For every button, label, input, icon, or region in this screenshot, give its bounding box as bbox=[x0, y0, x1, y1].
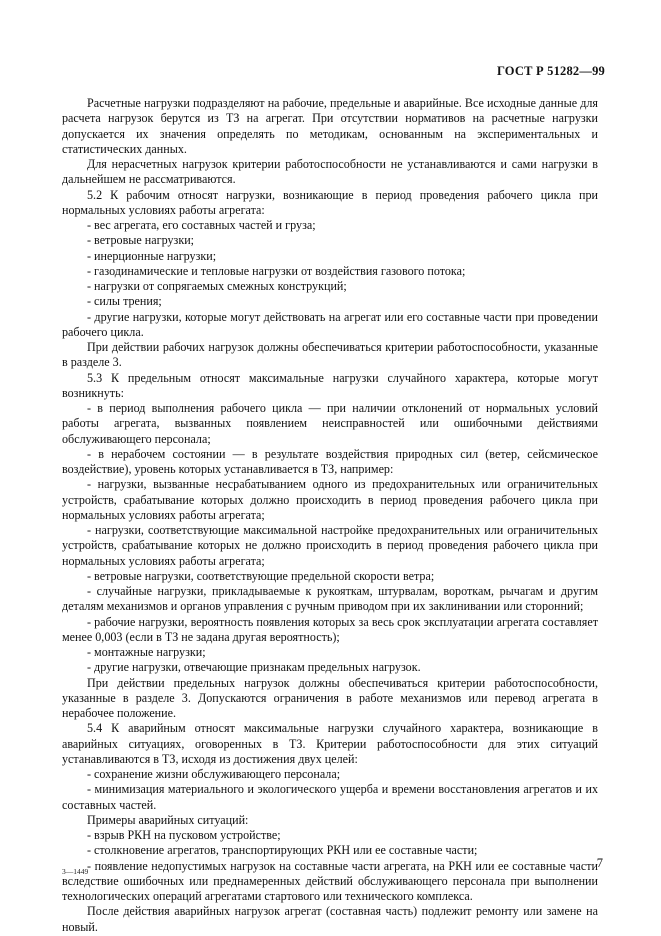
list-item: - нагрузки, соответствующие максимальной настройке предохранительных или ограничительных устройств, срабатывание которых не должно происходить в период проведения рабочего цикла при нормальных условиях работы агрегата; bbox=[62, 523, 598, 568]
list-item: - минимизация материального и экологического ущерба и времени восстановления агрегатов и их составных частей. bbox=[62, 782, 598, 812]
list-item: - монтажные нагрузки; bbox=[87, 645, 206, 659]
document-header: ГОСТ Р 51282—99 bbox=[496, 64, 605, 78]
list-item: - другие нагрузки, которые могут действовать на агрегат или его составные части при проведении рабочего цикла. bbox=[62, 309, 598, 339]
paragraph-section-5-2: 5.2 К рабочим относят нагрузки, возникающие в период проведения рабочего цикла при нормальных условиях работы агрегата: bbox=[62, 187, 598, 217]
list-item: - рабочие нагрузки, вероятность появления которых за весь срок эксплуатации агрегата составляет менее 0,003 (если в ТЗ не задана другая вероятность); bbox=[62, 614, 598, 644]
print-code: 3—1449 bbox=[62, 867, 89, 876]
list-item: - другие нагрузки, отвечающие признакам предельных нагрузок. bbox=[87, 660, 421, 675]
paragraph: Для нерасчетных нагрузок критерии работоспособности не устанавливаются и сами нагрузки в дальнейшем не рассматриваются. bbox=[62, 157, 598, 187]
paragraph: Расчетные нагрузки подразделяют на рабочие, предельные и аварийные. Все исходные данные для расчета нагрузок берутся из ТЗ на агрегат. При отсутствии нормативов на расчетные нагрузки допускается их значения определять по методикам, основанным на экспериментальных и статистических данных. bbox=[62, 96, 598, 156]
list-item: - газодинамические и тепловые нагрузки от воздействия газового потока; bbox=[87, 263, 466, 278]
list-item: - взрыв РКН на пусковом устройстве; bbox=[87, 828, 281, 842]
list-item: - силы трения; bbox=[87, 294, 162, 309]
list-item: - появление недопустимых нагрузок на составные части агрегата, на РКН или ее составные части вследствие ошибочных или преднамеренных действий обслуживающего персонала при выполнении технологических операций агрегатами стартового или технического комплекса. bbox=[62, 858, 598, 903]
list-item: - сохранение жизни обслуживающего персонала; bbox=[87, 767, 341, 781]
page-number: 7 bbox=[596, 856, 603, 870]
list-item: - столкновение агрегатов, транспортирующих РКН или ее составные части; bbox=[87, 843, 478, 858]
document-body bbox=[62, 96, 598, 935]
list-item: - нагрузки от сопрягаемых смежных конструкций; bbox=[87, 279, 347, 293]
list-item: - вес агрегата, его составных частей и груза; bbox=[87, 218, 316, 232]
paragraph: После действия аварийных нагрузок агрегат (составная часть) подлежит ремонту или замене на новый. bbox=[62, 904, 598, 934]
list-item: - инерционные нагрузки; bbox=[87, 248, 217, 263]
list-item: - в период выполнения рабочего цикла — при наличии отклонений от нормальных условий работы агрегата, вызванных появлением неисправностей или ошибочными действиями обслуживающего персонала; bbox=[62, 401, 598, 446]
paragraph-section-5-4: 5.4 К аварийным относят максимальные нагрузки случайного характера, возникающие в аварийных ситуациях, оговоренных в ТЗ. Критерии работоспособности для этих ситуаций устанавливаются в ТЗ, исходя из достижения двух целей: bbox=[62, 721, 598, 766]
list-item: - случайные нагрузки, прикладываемые к рукояткам, штурвалам, вороткам, рычагам и другим деталям механизмов и органов управления с ручным приводом при их заклинивании или сторонний; bbox=[62, 584, 598, 614]
paragraph: При действии предельных нагрузок должны обеспечиваться критерии работоспособности, указанные в разделе 3. Допускаются ограничения в работе механизмов или перевод агрегата в нерабочее положение. bbox=[62, 675, 598, 720]
list-item: - нагрузки, вызванные несрабатыванием одного из предохранительных или ограничительных устройств, срабатывание которых должно происходить в период проведения рабочего цикла при нормальных условиях работы агрегата; bbox=[62, 477, 598, 522]
list-item: - ветровые нагрузки, соответствующие предельной скорости ветра; bbox=[87, 568, 435, 583]
paragraph-section-5-3: 5.3 К предельным относят максимальные нагрузки случайного характера, которые могут возникнуть: bbox=[62, 370, 598, 400]
list-item: - в нерабочем состоянии — в результате воздействия природных сил (ветер, сейсмическое воздействие), уровень которых устанавливается в ТЗ, например: bbox=[62, 446, 598, 476]
paragraph: Примеры аварийных ситуаций: bbox=[87, 812, 249, 827]
list-item: - ветровые нагрузки; bbox=[87, 233, 195, 248]
paragraph: При действии рабочих нагрузок должны обеспечиваться критерии работоспособности, указанные в разделе 3. bbox=[62, 340, 598, 370]
